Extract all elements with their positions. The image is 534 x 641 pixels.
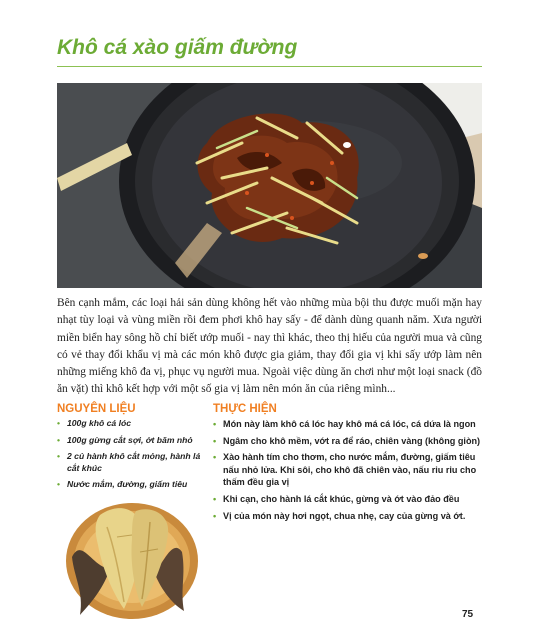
ingredients-heading: NGUYÊN LIỆU	[57, 403, 136, 415]
method-steps-list	[213, 418, 481, 526]
bullet-icon: •	[213, 493, 217, 504]
list-item: • Món này làm khô cá lóc hay khô má cá lóc, cá dứa là ngon	[213, 419, 476, 429]
dried-fish-photo	[62, 497, 202, 623]
list-item: • Khi cạn, cho hành lá cắt khúc, gừng và ớt vào đảo đều	[213, 493, 460, 504]
list-item: • 100g khô cá lóc	[57, 418, 132, 428]
bullet-icon: •	[213, 419, 217, 429]
page-number: 75	[462, 609, 474, 620]
list-item: • Ngâm cho khô mềm, vớt ra để ráo, chiên vàng (không giòn)	[213, 435, 481, 446]
recipe-title: Khô cá xào giấm đường	[57, 36, 298, 59]
bullet-icon: •	[213, 435, 217, 446]
pan-illustration	[57, 83, 482, 288]
pan-photo	[57, 83, 482, 288]
bullet-icon: •	[213, 452, 217, 463]
bullet-icon: •	[57, 434, 61, 445]
list-item: • Nước mắm, đường, giấm tiêu	[57, 479, 188, 490]
list-item: • 100g gừng cắt sợi, ớt băm nhỏ	[57, 434, 193, 445]
bullet-icon: •	[57, 479, 61, 490]
bullet-icon: •	[57, 451, 61, 462]
title-divider	[57, 66, 482, 67]
bullet-icon: •	[57, 418, 61, 428]
list-item: • Xào hành tím cho thơm, cho nước mắm, đường, giấm tiêu nấu nhỏ lửa. Khi sôi, cho khô đã chiên vào, nấu riu riu cho thấm đều gia vị	[213, 452, 477, 488]
bullet-icon: •	[213, 510, 217, 521]
method-heading: THỰC HIỆN	[213, 403, 277, 415]
list-item: • Vị của món này hơi ngọt, chua nhẹ, cay của gừng và ớt.	[213, 510, 466, 521]
ingredients-list	[57, 418, 205, 496]
list-item: • 2 củ hành khô cắt mỏng, hành lá cắt khúc	[57, 451, 201, 473]
dried-fish-illustration	[62, 497, 202, 623]
intro-paragraph: Bên cạnh mắm, các loại hải sản dùng không hết vào những mùa bội thu được muối mặn hay nhạt tùy loại và vùng miền rồi đem phơi khô hay sấy - để dành dùng quanh năm. Xưa người miền biển hay sông hồ chỉ biết ướp muối - nay thì khác, theo thị hiếu của người mua và cũng có vẻ thay đổi khẩu vị mà các món khô được gia giảm, thay đổi gia vị khi sấy ướp làm nên những miếng khô đa vị, phục vụ người mua. Ngoài việc dùng ăn chơi như một loại snack (đồ ăn vặt) thì khô kết hợp với một số gia vị làm nên món ăn của riêng mình...	[57, 297, 482, 396]
